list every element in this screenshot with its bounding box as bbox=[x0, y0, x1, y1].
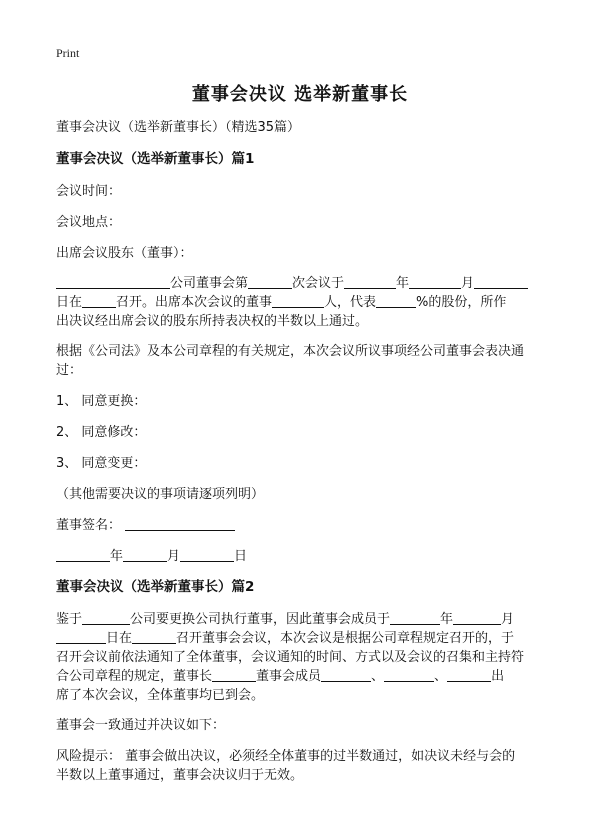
chairman-blank[interactable] bbox=[212, 667, 256, 682]
year-blank[interactable] bbox=[344, 274, 396, 289]
session-number-blank[interactable] bbox=[248, 274, 292, 289]
meeting-time-label: 会议时间： bbox=[56, 184, 122, 199]
director-signature-line: 董事签名： bbox=[56, 516, 546, 535]
resolution-item-1: 1、 同意更换： bbox=[56, 394, 147, 409]
section1-para2-line1: 根据《公司法》及本公司章程的有关规定，本次会议所议事项经公司董事会表决通 bbox=[56, 344, 525, 359]
section2-para1-line2: 日在 召开董事会会议，本次会议是根据公司章程规定召开的，于 bbox=[56, 629, 546, 648]
section1-para1-line3: 出决议经出席会议的股东所持表决权的半数以上通过。 bbox=[56, 314, 369, 329]
print-label[interactable]: Print bbox=[56, 46, 80, 60]
member1-blank[interactable] bbox=[321, 667, 371, 682]
section2-para1-line5: 席了本次会议，全体董事均已到会。 bbox=[56, 688, 265, 703]
sign-month-blank[interactable] bbox=[123, 547, 167, 562]
s2-year-blank[interactable] bbox=[390, 610, 440, 625]
section2-para1-line1: 鉴于 公司要更换公司执行董事，因此董事会成员于 年 月 bbox=[56, 612, 515, 627]
place-blank[interactable] bbox=[82, 293, 116, 308]
sign-year-blank[interactable] bbox=[56, 547, 110, 562]
section1-heading: 董事会决议（选举新董事长）篇1 bbox=[56, 151, 255, 167]
company-name-blank[interactable] bbox=[56, 274, 170, 289]
resolution-intro: 董事会一致通过并决议如下： bbox=[56, 718, 226, 733]
section2-para1-line3: 召开会议前依法通知了全体董事，会议通知的时间、方式以及会议的召集和主持符 bbox=[56, 650, 525, 665]
other-matters-note: （其他需要决议的事项请逐项列明） bbox=[56, 487, 265, 502]
attendees-label: 出席会议股东（董事）： bbox=[56, 246, 193, 261]
section1-para2-line2: 过： bbox=[56, 363, 83, 378]
s2-day-blank[interactable] bbox=[56, 629, 106, 644]
section2-heading: 董事会决议（选举新董事长）篇2 bbox=[56, 579, 255, 595]
section2-para1-line4: 合公司章程的规定，董事长 董事会成员 、 、 出 bbox=[56, 669, 505, 684]
share-percent-blank[interactable] bbox=[376, 293, 416, 308]
risk-note-line2: 半数以上董事通过，董事会决议归于无效。 bbox=[56, 768, 304, 783]
risk-note-line1: 风险提示： 董事会做出决议，必须经全体董事的过半数通过，如决议未经与会的 bbox=[56, 749, 516, 764]
sign-day-blank[interactable] bbox=[180, 547, 234, 562]
document-subtitle: 董事会决议（选举新董事长）（精选35篇） bbox=[56, 120, 301, 135]
resolution-item-2: 2、 同意修改： bbox=[56, 425, 147, 440]
member2-blank[interactable] bbox=[384, 667, 434, 682]
s2-company-blank[interactable] bbox=[82, 610, 130, 625]
member3-blank[interactable] bbox=[447, 667, 491, 682]
section1-para1-line1: 公司董事会第 次会议于 年 月 bbox=[56, 274, 546, 293]
document-title: 董事会决议 选举新董事长 bbox=[191, 84, 409, 105]
month-blank[interactable] bbox=[409, 274, 461, 289]
signature-blank[interactable] bbox=[125, 516, 235, 531]
s2-month-blank[interactable] bbox=[453, 610, 501, 625]
section1-para1-line2: 日在 召开。出席本次会议的董事 人，代表 %的股份，所作 bbox=[56, 295, 507, 310]
s2-place-blank[interactable] bbox=[132, 629, 176, 644]
resolution-item-3: 3、 同意变更： bbox=[56, 456, 147, 471]
day-blank[interactable] bbox=[474, 274, 528, 289]
meeting-place-label: 会议地点： bbox=[56, 215, 122, 230]
signature-date-line: 年 月 日 bbox=[56, 547, 546, 566]
director-count-blank[interactable] bbox=[272, 293, 324, 308]
